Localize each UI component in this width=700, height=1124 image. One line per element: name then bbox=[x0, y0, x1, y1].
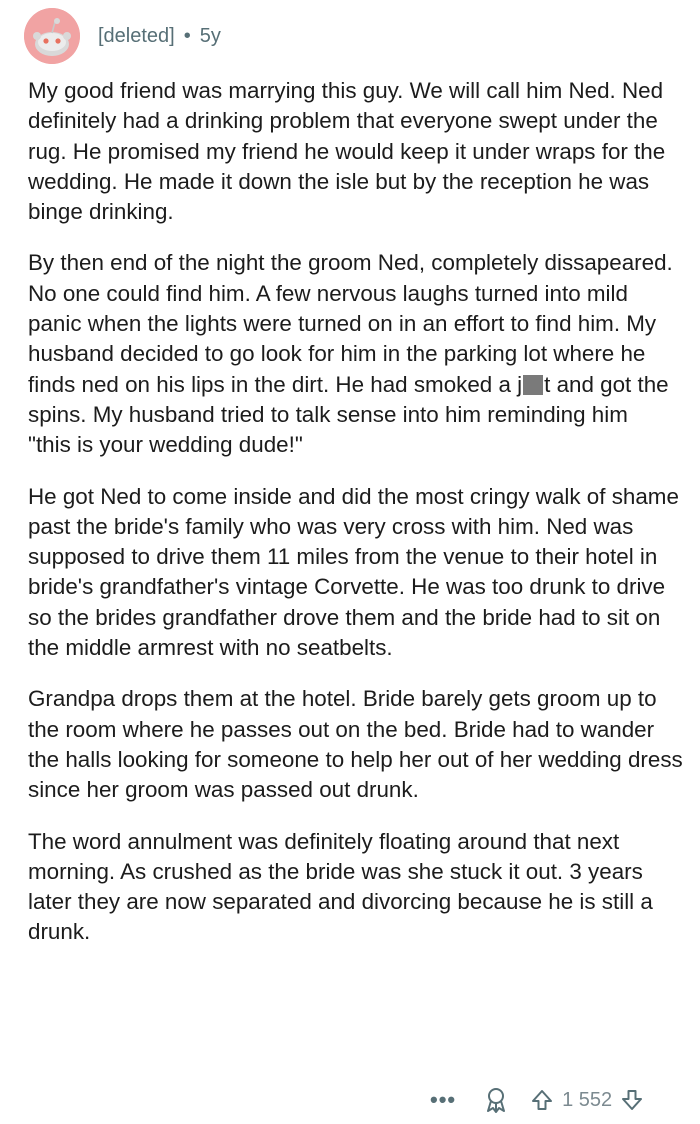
comment-age: 5y bbox=[199, 24, 221, 47]
paragraph-text-before-censor: By then end of the night the groom Ned, completely dissapeared. No one could find him. A few nervous laughs turned into mild panic when the lights were turned on in an effort to find him. My husband decided to go look for him in the parking lot where he finds ned on his lips in the dirt. He had smoked a j bbox=[28, 250, 679, 397]
downvote-arrow-icon[interactable] bbox=[620, 1088, 644, 1112]
comment-header bbox=[24, 8, 221, 64]
vote-score: 1 552 bbox=[562, 1088, 613, 1111]
upvote-arrow-icon[interactable] bbox=[530, 1088, 554, 1112]
comment-paragraph: The word annulment was definitely floating around that next morning. As crushed as the bride was she stuck it out. 3 years later they are now separated and divorcing because he is still a drunk. bbox=[28, 828, 660, 945]
comment-actions bbox=[420, 1082, 690, 1118]
meta-separator: • bbox=[183, 24, 191, 47]
comment-paragraph: He got Ned to come inside and did the most cringy walk of shame past the bride's family who was very cross with him. Ned was supposed to drive them 11 miles from the venue to their hotel in bride's grandfather's vintage Corvette. He was too drunk to drive so the brides grandfather drove them and the bride had to sit on the middle armrest with no seatbelts. bbox=[28, 483, 686, 661]
award-icon[interactable] bbox=[484, 1087, 508, 1113]
comment-paragraph: Grandpa drops them at the hotel. Bride barely gets groom up to the room where he passes out on the bed. Bride had to wander the halls looking for someone to help her out of her wedding dress since her groom was passed out drunk. bbox=[28, 686, 689, 803]
snoo-avatar-icon[interactable] bbox=[24, 8, 80, 64]
paragraph-text-after-censor: t and got the spins. My husband tried to talk sense into him reminding him "this is your wedding dude!" bbox=[28, 371, 675, 458]
more-options-button[interactable]: ••• bbox=[430, 1087, 457, 1112]
comment-paragraph: My good friend was marrying this guy. We will call him Ned. Ned definitely had a drinking problem that everyone swept under the rug. He promised my friend he would keep it under wraps for the wedding. He made it down the isle but by the reception he was binge drinking. bbox=[28, 78, 672, 225]
comment-paragraph bbox=[28, 248, 683, 460]
comment-body bbox=[28, 76, 689, 969]
author-name[interactable]: [deleted] bbox=[98, 24, 175, 47]
censor-block bbox=[523, 375, 543, 395]
comment-meta bbox=[98, 25, 221, 48]
